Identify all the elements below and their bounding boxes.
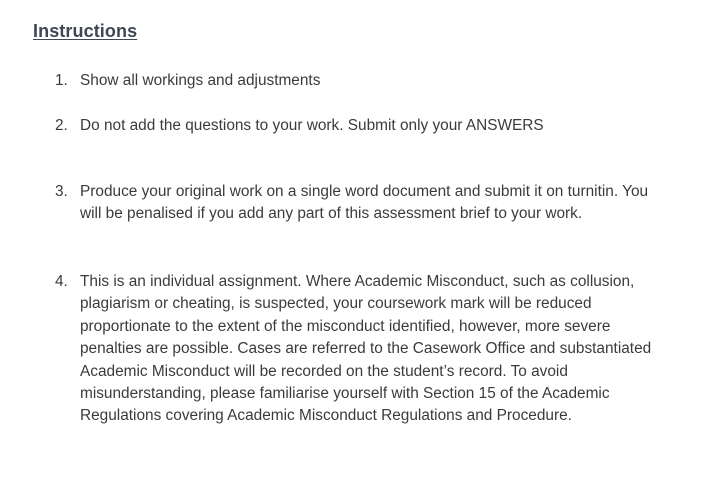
instruction-number: 4. [55, 273, 68, 290]
instruction-number: 3. [55, 183, 68, 200]
instruction-item [55, 70, 655, 92]
instruction-item [55, 115, 655, 137]
instruction-item [55, 181, 655, 226]
instructions-heading: Instructions [33, 21, 138, 41]
instruction-text: Do not add the questions to your work. Submit only your ANSWERS [80, 117, 544, 134]
instruction-text: This is an individual assignment. Where Academic Misconduct, such as collusion, plagiarism or cheating, is suspected, your coursework mark will be reduced proportionate to the extent of the misconduct identified, however, more severe penalties are possible. Cases are referred to the Casework Office and substantiated Academic Misconduct will be recorded on the student’s record. To avoid misunderstanding, please familiarise yourself with Section 15 of the Academic Regulations covering Academic Misconduct Regulations and Procedure. [80, 273, 652, 425]
instruction-item [55, 271, 655, 428]
instruction-text: Show all workings and adjustments [80, 72, 321, 89]
instruction-number: 2. [55, 117, 68, 134]
instruction-text: Produce your original work on a single word document and submit it on turnitin. You will be penalised if you add any part of this assessment brief to your work. [80, 183, 649, 223]
instruction-number: 1. [55, 72, 68, 89]
